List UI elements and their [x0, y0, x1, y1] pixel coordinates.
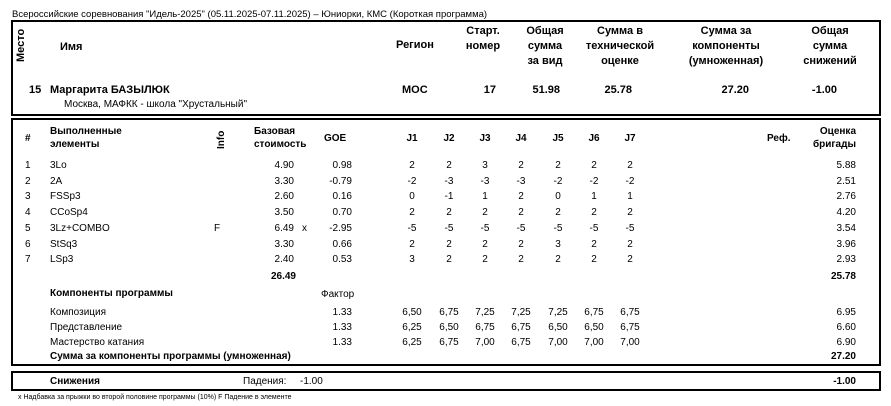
element-header: Выполненные элементы [50, 126, 122, 150]
component-score: 6.60 [836, 322, 856, 333]
element-judge-5: -2 [553, 175, 563, 187]
element-judge-3: 2 [482, 254, 488, 266]
goe-header: GOE [324, 133, 347, 144]
component-judge-7: 6,75 [620, 307, 640, 318]
element-num: 7 [25, 254, 31, 266]
element-name: StSq3 [50, 238, 78, 250]
element-judge-6: 2 [591, 254, 597, 266]
element-judge-1: 0 [409, 191, 415, 203]
element-score: 3.54 [836, 222, 856, 234]
component-judge-5: 7,25 [548, 307, 568, 318]
element-name: 3Lz+COMBO [50, 222, 110, 234]
judge-header-6: J6 [588, 133, 600, 144]
element-judge-1: -2 [407, 175, 417, 187]
element-base: 2.40 [274, 254, 294, 266]
element-judge-1: 3 [409, 254, 415, 266]
falls-value: -1.00 [300, 376, 323, 387]
element-score: 5.88 [836, 160, 856, 171]
component-name: Представление [50, 322, 123, 333]
region-header: Регион [396, 39, 434, 51]
components-total: 27.20 [830, 351, 856, 362]
element-name: CCoSp4 [50, 207, 88, 219]
component-factor: 1.33 [332, 322, 352, 333]
skater-club: Москва, МАФКК - школа "Хрустальный" [64, 99, 248, 110]
element-goe: 0.98 [332, 160, 352, 171]
element-judge-7: -2 [625, 175, 635, 187]
element-score: 2.51 [836, 175, 856, 187]
element-judge-4: 2 [518, 254, 524, 266]
component-judge-2: 6,75 [439, 337, 459, 348]
element-name: 2A [50, 175, 63, 187]
component-judge-1: 6,25 [402, 322, 422, 333]
element-judge-4: 2 [518, 160, 524, 171]
skater-region: МОС [402, 84, 428, 96]
footnote: x Надбавка за прыжки во второй половине программы (10%) F Падение в элементе [18, 394, 292, 401]
component-judge-5: 7,00 [548, 337, 568, 348]
component-judge-4: 6,75 [511, 337, 531, 348]
total-header: Общая сумма за вид [526, 25, 564, 67]
element-num: 1 [25, 160, 31, 171]
judge-header-7: J7 [624, 133, 636, 144]
element-judge-6: -2 [589, 175, 599, 187]
skater-rank: 15 [29, 84, 42, 96]
factor-label: Фактор [321, 289, 355, 300]
element-base: 6.49 [274, 222, 294, 234]
element-bonus-mark: x [302, 222, 307, 234]
pcs-header: Сумма за компоненты (умноженная) [688, 25, 764, 67]
element-name: FSSp3 [50, 191, 81, 203]
component-judge-2: 6,50 [439, 322, 459, 333]
component-factor: 1.33 [332, 337, 352, 348]
element-judge-7: 2 [627, 207, 633, 219]
element-judge-7: 1 [627, 191, 633, 203]
num-header: # [25, 133, 31, 144]
name-header: Имя [60, 41, 83, 53]
element-judge-5: 2 [555, 207, 561, 219]
element-judge-2: -5 [444, 222, 454, 234]
event-title: Всероссийские соревнования "Идель-2025" (05.11.2025-07.11.2025) – Юниорки, КМС (Короткая программа) [12, 9, 488, 20]
skater-tes: 25.78 [604, 84, 632, 96]
judge-header-3: J3 [479, 133, 491, 144]
element-goe: 0.70 [332, 207, 352, 219]
judge-header-2: J2 [443, 133, 455, 144]
component-name: Мастерство катания [50, 337, 145, 348]
components-total-label: Сумма за компоненты программы (умноженная) [50, 351, 291, 362]
element-judge-6: 2 [591, 207, 597, 219]
rank-header: Место [15, 28, 27, 62]
component-name: Композиция [50, 307, 107, 318]
component-judge-3: 6,75 [475, 322, 495, 333]
element-score: 3.96 [836, 238, 856, 250]
element-num: 5 [25, 222, 31, 234]
element-judge-2: -3 [444, 175, 454, 187]
element-goe: 0.16 [332, 191, 352, 203]
element-judge-1: -5 [407, 222, 417, 234]
element-judge-5: 3 [555, 238, 561, 250]
judge-header-1: J1 [406, 133, 418, 144]
element-num: 2 [25, 175, 31, 187]
tes-header: Сумма в технической оценке [585, 25, 655, 67]
skater-deductions: -1.00 [811, 84, 837, 96]
deductions-header: Общая сумма снижений [803, 25, 857, 67]
element-judge-3: -5 [480, 222, 490, 234]
element-judge-2: 2 [446, 254, 452, 266]
element-score: 4.20 [836, 207, 856, 219]
element-base: 3.30 [274, 175, 294, 187]
element-judge-7: -5 [625, 222, 635, 234]
element-judge-1: 2 [409, 160, 415, 171]
component-judge-7: 7,00 [620, 337, 640, 348]
component-judge-4: 7,25 [511, 307, 531, 318]
component-judge-1: 6,25 [402, 337, 422, 348]
element-judge-2: -1 [444, 191, 454, 203]
component-judge-3: 7,25 [475, 307, 495, 318]
element-judge-3: 2 [482, 238, 488, 250]
element-base: 2.60 [274, 191, 294, 203]
element-score: 2.76 [836, 191, 856, 203]
skater-pcs: 27.20 [721, 84, 749, 96]
component-judge-4: 6,75 [511, 322, 531, 333]
element-goe: -0.79 [329, 175, 352, 187]
element-judge-3: 3 [482, 160, 488, 171]
element-judge-4: -5 [516, 222, 526, 234]
skater-start-no: 17 [483, 84, 496, 96]
judge-header-5: J5 [552, 133, 564, 144]
start-no-header: Старт. номер [465, 25, 501, 52]
element-judge-1: 2 [409, 207, 415, 219]
component-factor: 1.33 [332, 307, 352, 318]
component-score: 6.95 [836, 307, 856, 318]
skater-total: 51.98 [532, 84, 560, 96]
element-judge-7: 2 [627, 254, 633, 266]
component-judge-5: 6,50 [548, 322, 568, 333]
deductions-total: -1.00 [833, 376, 856, 387]
element-judge-5: 0 [555, 191, 561, 203]
element-judge-3: 2 [482, 207, 488, 219]
component-judge-7: 6,75 [620, 322, 640, 333]
component-score: 6.90 [836, 337, 856, 348]
element-score: 2.93 [836, 254, 856, 266]
element-judge-6: -5 [589, 222, 599, 234]
element-judge-4: -3 [516, 175, 526, 187]
element-base: 3.30 [274, 238, 294, 250]
element-num: 4 [25, 207, 31, 219]
ref-header: Реф. [767, 133, 791, 144]
component-judge-1: 6,50 [402, 307, 422, 318]
element-judge-4: 2 [518, 238, 524, 250]
element-judge-7: 2 [627, 238, 633, 250]
element-num: 3 [25, 191, 31, 203]
element-name: 3Lo [50, 160, 67, 171]
element-judge-2: 2 [446, 207, 452, 219]
element-judge-4: 2 [518, 191, 524, 203]
element-judge-3: 1 [482, 191, 488, 203]
component-judge-2: 6,75 [439, 307, 459, 318]
element-judge-2: 2 [446, 238, 452, 250]
element-judge-1: 2 [409, 238, 415, 250]
component-judge-6: 6,75 [584, 307, 604, 318]
judge-header-4: J4 [515, 133, 527, 144]
components-heading: Компоненты программы [50, 288, 173, 299]
element-judge-2: 2 [446, 160, 452, 171]
component-judge-6: 6,50 [584, 322, 604, 333]
element-judge-6: 2 [591, 238, 597, 250]
base-header: Базовая стоимость [254, 126, 307, 150]
component-judge-3: 7,00 [475, 337, 495, 348]
element-goe: 0.53 [332, 254, 352, 266]
element-judge-6: 1 [591, 191, 597, 203]
element-base: 4.90 [274, 160, 294, 171]
elements-total: 25.78 [830, 271, 856, 282]
element-judge-5: 2 [555, 160, 561, 171]
skater-name: Маргарита БАЗЫЛЮК [50, 84, 170, 96]
element-goe: 0.66 [332, 238, 352, 250]
element-judge-5: 2 [555, 254, 561, 266]
falls-label: Падения: [243, 376, 287, 387]
element-num: 6 [25, 238, 31, 250]
element-judge-3: -3 [480, 175, 490, 187]
element-goe: -2.95 [329, 222, 352, 234]
score-header: Оценка бригады [812, 126, 856, 150]
element-name: LSp3 [50, 254, 74, 266]
deductions-box [11, 371, 881, 391]
info-header: Info [216, 130, 227, 149]
component-judge-6: 7,00 [584, 337, 604, 348]
deductions-label: Снижения [50, 376, 100, 387]
element-judge-7: 2 [627, 160, 633, 171]
element-judge-6: 2 [591, 160, 597, 171]
element-judge-5: -5 [553, 222, 563, 234]
base-total: 26.49 [270, 271, 296, 282]
element-judge-4: 2 [518, 207, 524, 219]
element-base: 3.50 [274, 207, 294, 219]
element-info: F [214, 222, 221, 234]
